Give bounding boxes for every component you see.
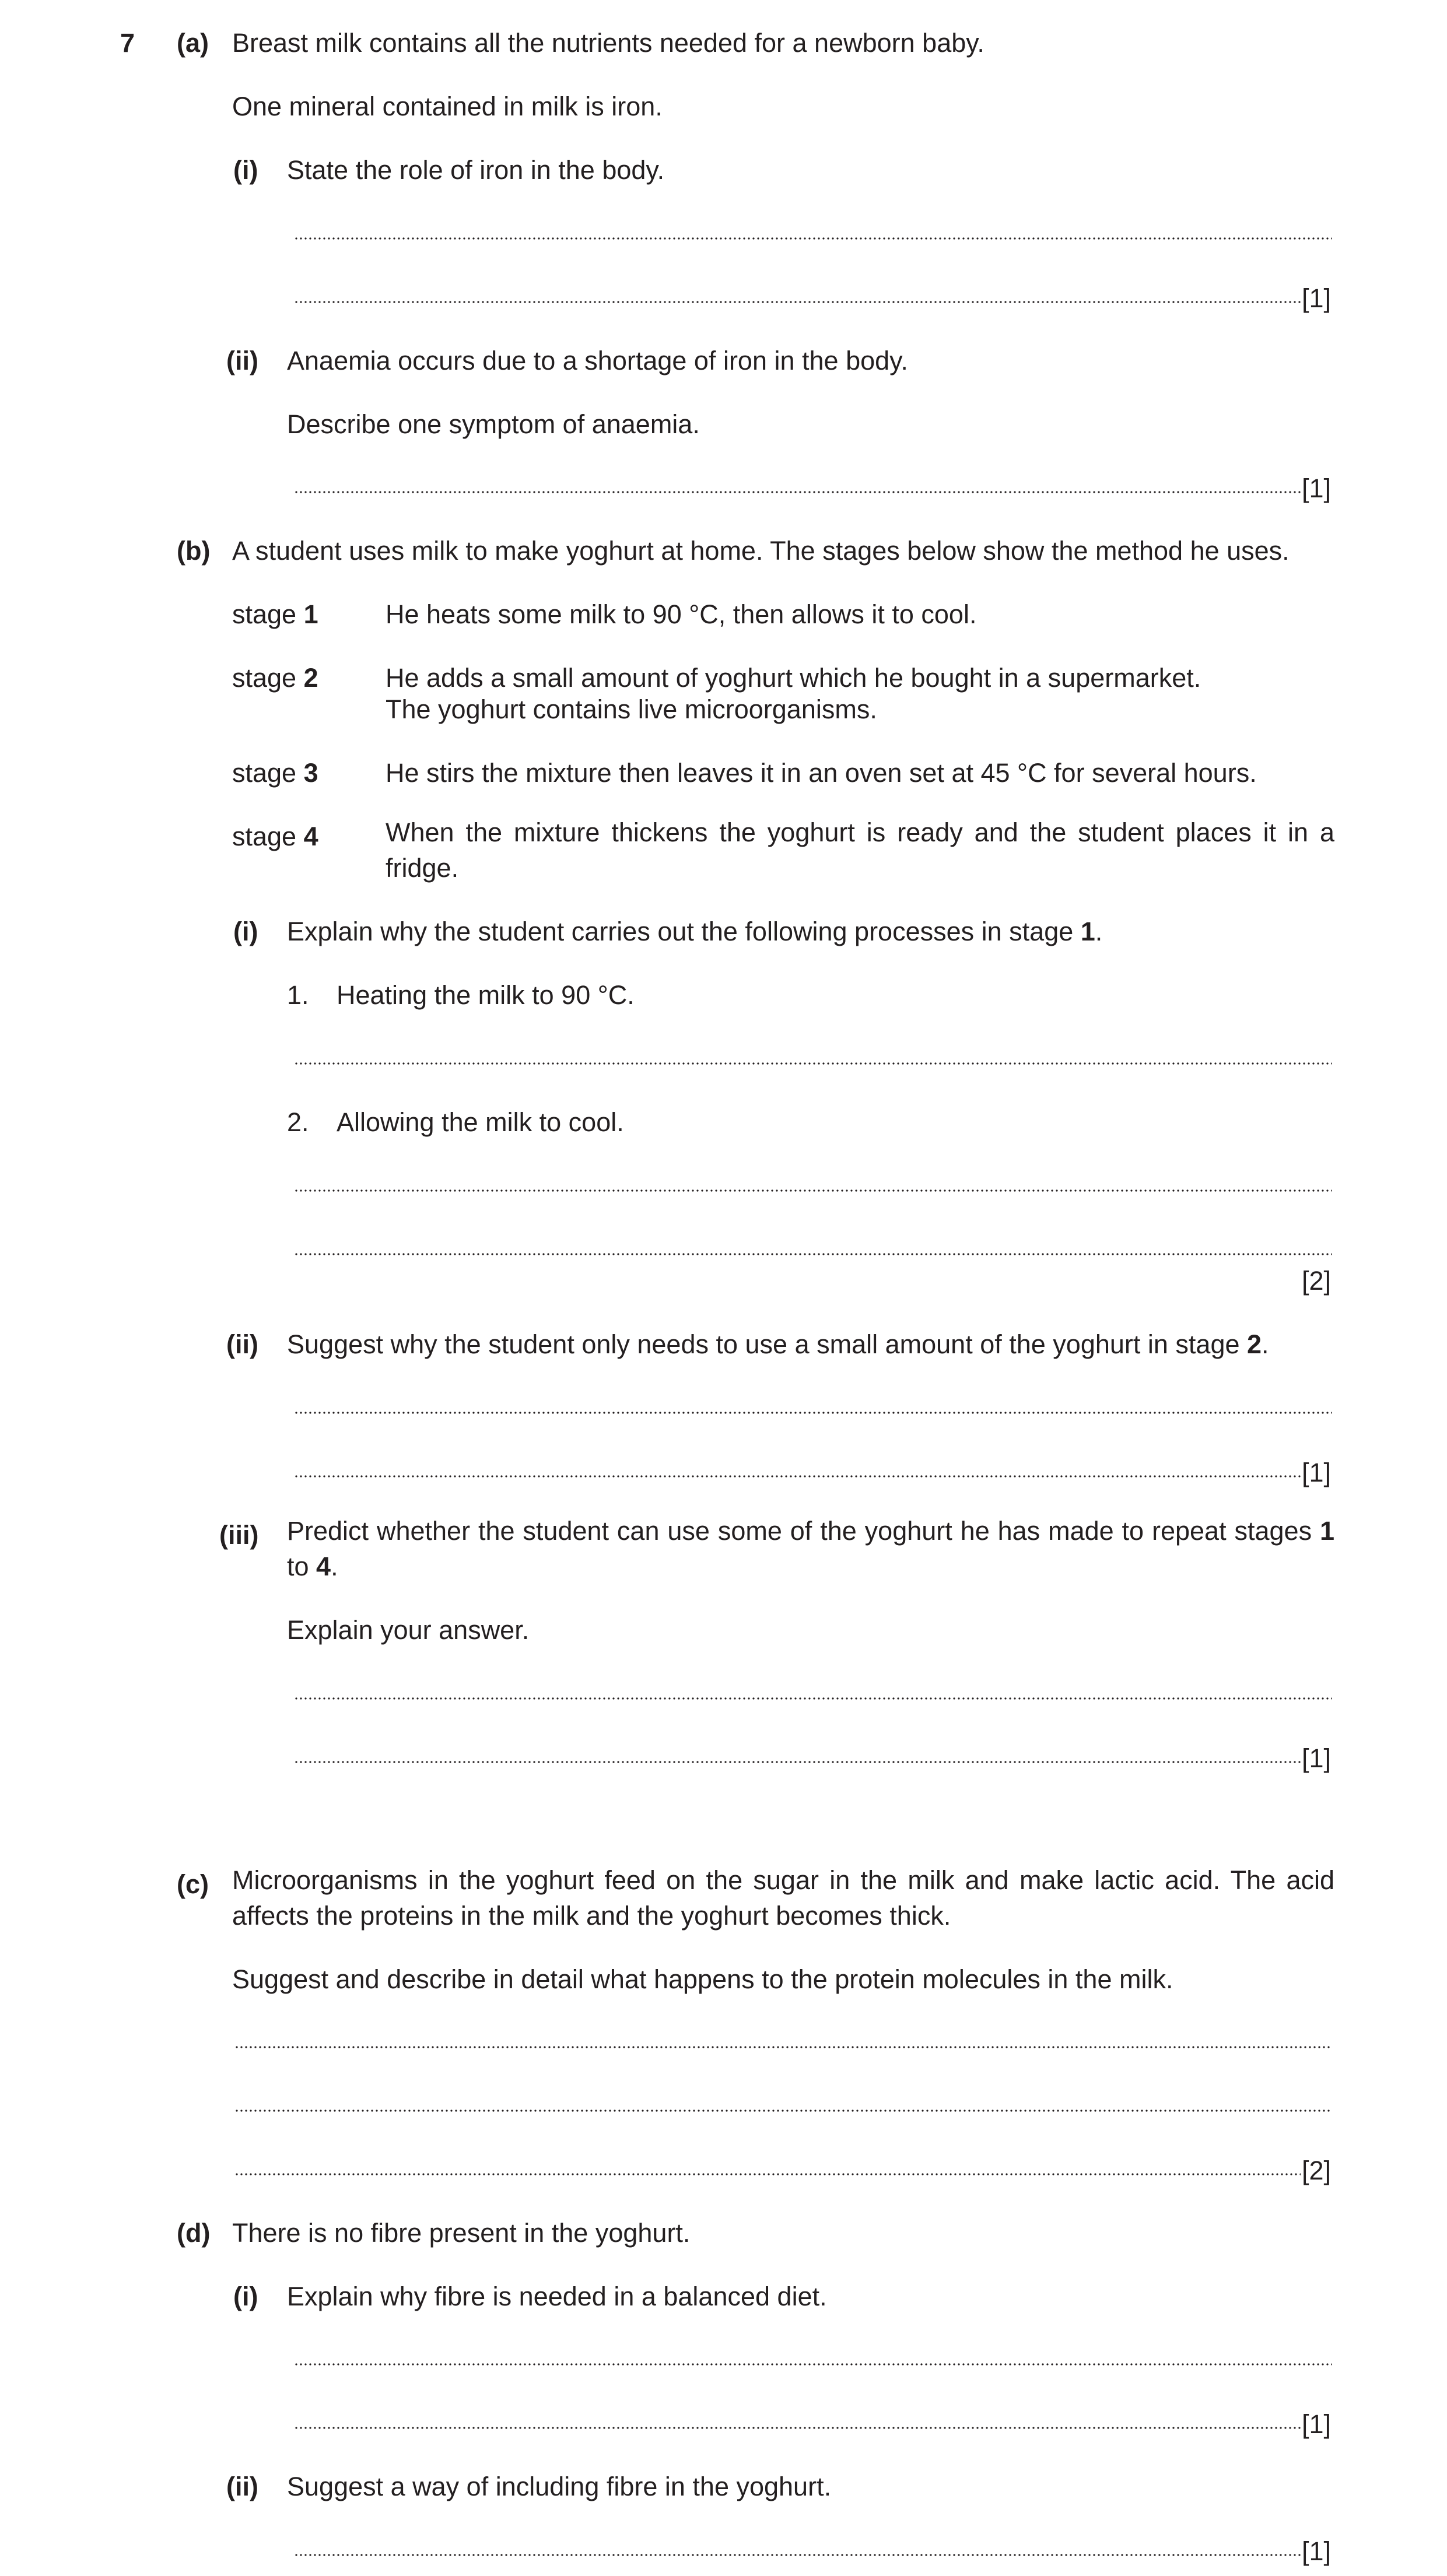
part-b-iii-prompt: Predict whether the student can use some of the yoghurt he has made to repeat stages 1 — [287, 1516, 1334, 1546]
answer-line[interactable] — [294, 490, 1301, 494]
answer-line[interactable] — [294, 2363, 1332, 2366]
part-a-i-prompt: State the role of iron in the body. — [287, 155, 665, 185]
stage-label: stage 2 — [232, 663, 318, 693]
mark-allocation: [1] — [1302, 2409, 1332, 2439]
mark-allocation: [1] — [1302, 283, 1332, 313]
stage-text: He heats some milk to 90 °C, then allows it to cool. — [386, 599, 977, 629]
question-number: 7 — [120, 28, 135, 58]
part-b-iii-label: (iii) — [219, 1520, 259, 1550]
part-b-label: (b) — [177, 536, 211, 566]
list-number: 1. — [287, 980, 309, 1010]
part-a-intro: Breast milk contains all the nutrients needed for a newborn baby. — [232, 28, 984, 58]
stage-label: stage 3 — [232, 758, 318, 788]
part-a-ii-prompt: Anaemia occurs due to a shortage of iron in the body. — [287, 346, 908, 375]
part-b-i-label: (i) — [233, 917, 258, 946]
mark-allocation: [1] — [1302, 2536, 1332, 2566]
part-d-intro: There is no fibre present in the yoghurt. — [232, 2218, 691, 2248]
part-d-label: (d) — [177, 2218, 211, 2248]
answer-line[interactable] — [294, 1697, 1332, 1700]
stage-text: He adds a small amount of yoghurt which he bought in a supermarket. — [386, 663, 1201, 693]
mark-allocation: [2] — [1302, 1266, 1332, 1296]
stage-label: stage 1 — [232, 599, 318, 629]
stage-label: stage 4 — [232, 822, 318, 851]
answer-line[interactable] — [234, 2173, 1301, 2176]
part-b-iii-prompt-3: Explain your answer. — [287, 1615, 530, 1645]
stage-text-2: The yoghurt contains live microorganisms. — [386, 694, 877, 724]
answer-line[interactable] — [294, 2553, 1301, 2557]
part-a-ii-label: (ii) — [226, 346, 258, 375]
mark-allocation: [1] — [1302, 1743, 1332, 1773]
answer-line[interactable] — [234, 2109, 1332, 2112]
part-d-ii-label: (ii) — [226, 2472, 258, 2501]
stage-text-2: fridge. — [386, 853, 459, 883]
list-number: 2. — [287, 1107, 309, 1137]
answer-line[interactable] — [294, 1760, 1301, 1764]
part-d-i-prompt: Explain why fibre is needed in a balanced diet. — [287, 2282, 827, 2311]
part-c-line-2: affects the proteins in the milk and the yoghurt becomes thick. — [232, 1901, 951, 1931]
mark-allocation: [1] — [1302, 473, 1332, 503]
answer-line[interactable] — [294, 1475, 1301, 1478]
part-b-intro: A student uses milk to make yoghurt at home. The stages below show the method he uses. — [232, 536, 1290, 566]
part-c-line-1: Microorganisms in the yoghurt feed on the sugar in the milk and make lactic acid. The acid — [232, 1865, 1334, 1895]
part-b-iii-prompt-2: to 4. — [287, 1552, 338, 1581]
part-c-prompt: Suggest and describe in detail what happens to the protein molecules in the milk. — [232, 1964, 1173, 1994]
part-d-ii-prompt: Suggest a way of including fibre in the yoghurt. — [287, 2472, 832, 2501]
part-b-i-prompt: Explain why the student carries out the following processes in stage 1. — [287, 917, 1103, 946]
answer-line[interactable] — [294, 1411, 1332, 1415]
list-item: Allowing the milk to cool. — [337, 1107, 624, 1137]
mark-allocation: [2] — [1302, 2156, 1332, 2185]
part-a-i-label: (i) — [233, 155, 258, 185]
part-a-label: (a) — [177, 28, 209, 58]
mark-allocation: [1] — [1302, 1458, 1332, 1487]
answer-line[interactable] — [294, 1252, 1332, 1256]
part-c-label: (c) — [177, 1869, 209, 1899]
part-a-intro-2: One mineral contained in milk is iron. — [232, 92, 663, 121]
part-a-ii-prompt-2: Describe one symptom of anaemia. — [287, 409, 700, 439]
answer-line[interactable] — [234, 2045, 1332, 2049]
part-b-ii-prompt: Suggest why the student only needs to use a small amount of the yoghurt in stage 2. — [287, 1329, 1269, 1359]
list-item: Heating the milk to 90 °C. — [337, 980, 635, 1010]
stage-text: When the mixture thickens the yoghurt is ready and the student places it in a — [386, 817, 1334, 847]
answer-line[interactable] — [294, 2426, 1301, 2430]
answer-line[interactable] — [294, 300, 1301, 304]
answer-line[interactable] — [294, 1189, 1332, 1192]
answer-line[interactable] — [294, 237, 1332, 240]
part-b-ii-label: (ii) — [226, 1329, 258, 1359]
stage-text: He stirs the mixture then leaves it in an oven set at 45 °C for several hours. — [386, 758, 1257, 788]
part-d-i-label: (i) — [233, 2282, 258, 2311]
answer-line[interactable] — [294, 1062, 1332, 1065]
